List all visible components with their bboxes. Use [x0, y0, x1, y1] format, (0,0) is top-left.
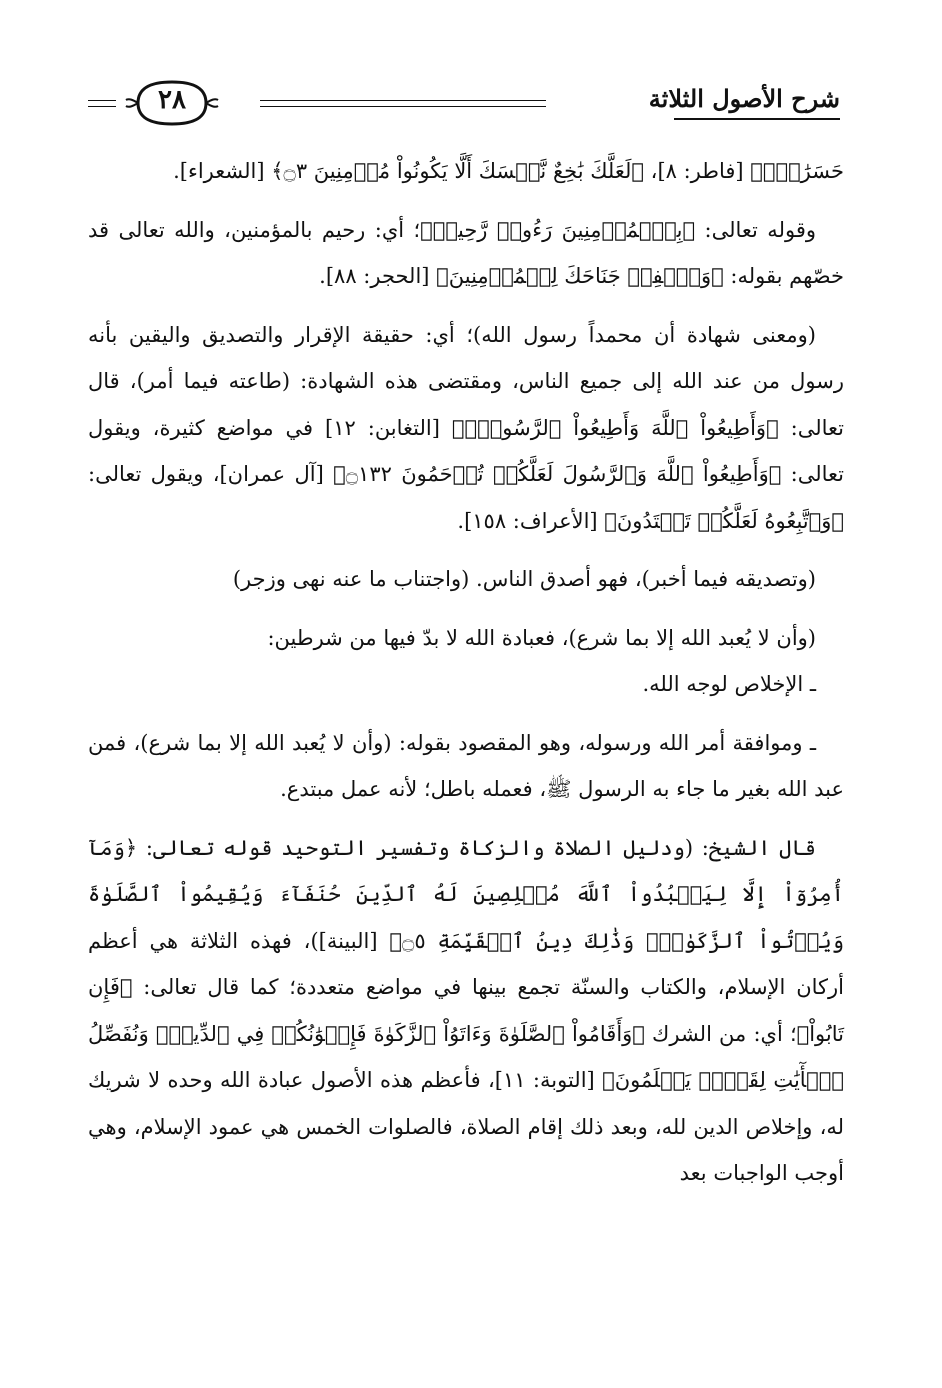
header-rule — [260, 100, 546, 101]
paragraph: (وتصديقه فيما أخبر)، فهو أصدق الناس. (واجتناب ما عنه نهى وزجر) — [232, 567, 816, 591]
title-underline — [674, 118, 840, 120]
paragraph: وقوله تعالى: ﴿بِٱلۡمُؤۡمِنِينَ رَءُوفٞ رَّحِيمٞ﴾؛ أي: رحيم بالمؤمنين، والله تعالى قد خصّهم بقوله: ﴿وَٱخۡفِضۡ جَنَاحَكَ لِلۡمُؤۡمِنِينَ﴾ [الحجر: ٨٨]. — [88, 217, 844, 288]
paragraph: قال الشيخ: (ودليل الصلاة والزكاة وتفسير التوحيد قوله تعالى: ﴿وَمَآ أُمِرُوٓاْ إِلَّا لِيَعۡبُدُواْ ٱللَّهَ مُخۡلِصِينَ لَهُ ٱلدِّينَ حُنَفَآءَ وَيُقِيمُواْ ٱلصَّلَوٰةَ وَيُؤۡتُواْ ٱلزَّكَوٰةَۚ وَذَٰلِكَ دِينُ ٱلۡقَيِّمَةِ ۝٥﴾ [البينة])، فهذه الثلاثة هي أعظم أركان الإسلام، والكتاب والسنّة تجمع بينها في مواضع متعددة؛ كما قال تعالى: ﴿فَإِن تَابُواْ﴾؛ أي: من الشرك ﴿وَأَقَامُواْ ٱلصَّلَوٰةَ وَءَاتَوُاْ ٱلزَّكَوٰةَ فَإِخۡوَٰنُكُمۡ فِي ٱلدِّينِۗ وَنُفَصِّلُ ٱلۡأٓيَٰتِ لِقَوۡمٖ يَعۡلَمُونَ﴾ [التوبة: ١١]، فأعظم هذه الأصول عبادة الله وحده لا شريك له، وإخلاص الدين لله، وبعد ذلك إقام الصلاة، فالصلوات الخمس هي عمود الإسلام، وهي أوجب الواجبات بعد — [88, 835, 845, 1185]
paragraph: ـ وموافقة أمر الله ورسوله، وهو المقصود بقوله: (وأن لا يُعبد الله إلا بما شرع)، فمن عبد الله بغير ما جاء به الرسول ﷺ، فعمله باطل؛ لأنه عمل مبتدع. — [88, 730, 844, 801]
page-header — [88, 78, 840, 134]
book-title: شرح الأصول الثلاثة — [648, 84, 840, 113]
paragraph: (وأن لا يُعبد الله إلا بما شرع)، فعبادة الله لا بدّ فيها من شرطين: — [267, 625, 816, 650]
paragraph: (ومعنى شهادة أن محمداً رسول الله)؛ أي: حقيقة الإقرار والتصديق واليقين بأنه رسول من عند الله إلى جميع الناس، ومقتضى هذه الشهادة: (طاعته فيما أمر)، قال تعالى: ﴿وَأَطِيعُواْ ٱللَّهَ وَأَطِيعُواْ ٱلرَّسُولَۚ﴾ [التغابن: ١٢] في مواضع كثيرة، ويقول تعالى: ﴿وَأَطِيعُواْ ٱللَّهَ وَٱلرَّسُولَ لَعَلَّكُمۡ تُرۡحَمُونَ ۝١٣٢﴾ [آل عمران]، ويقول تعالى: ﴿وَٱتَّبِعُوهُ لَعَلَّكُمۡ تَهۡتَدُونَ﴾ [الأعراف: ١٥٨]. — [88, 322, 844, 533]
page-number: ٢٨ — [158, 85, 186, 115]
page-number-ornament — [124, 78, 220, 128]
paragraph: ـ الإخلاص لوجه الله. — [642, 672, 816, 696]
paragraph: حَسَرَٰتٍۚ﴾ [فاطر: ٨]، ﴿لَعَلَّكَ بَٰخِعٌ نَّفۡسَكَ أَلَّا يَكُونُواْ مُؤۡمِنِينَ ۝٣﴾ [الشعراء]. — [173, 159, 844, 183]
header-rule — [260, 106, 546, 107]
page-body — [88, 148, 844, 1197]
header-rule — [88, 100, 116, 101]
header-rule — [88, 106, 116, 107]
